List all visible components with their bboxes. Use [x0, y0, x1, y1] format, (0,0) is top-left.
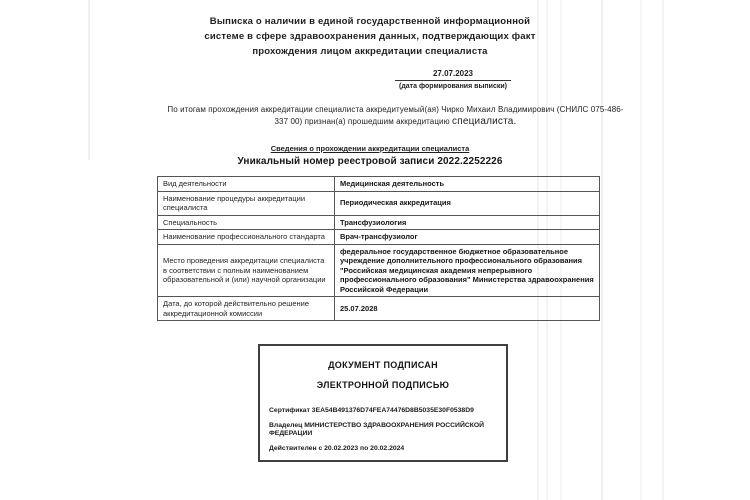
accreditation-table — [157, 176, 600, 321]
owner-value: МИНИСТЕРСТВО ЗДРАВООХРАНЕНИЯ РОССИЙСКОЙ ФЕДЕРАЦИИ — [269, 421, 485, 437]
issue-date-value: 27.07.2023 — [395, 69, 511, 81]
row-value: Медицинская деятельность — [335, 177, 600, 192]
certificate-value: 3EA54B491376D74FEA74476D8B5035E30F0538D9 — [311, 407, 474, 414]
row-label: Место проведения аккредитации специалиста в соответствии с полным наименованием образовательной и (или) научной организации — [158, 244, 335, 297]
scan-artifact-line — [662, 0, 664, 500]
document-title — [155, 14, 585, 59]
row-value: федеральное государственное бюджетное образовательное учреждение дополнительного профессионального образования "Российская медицинская академия непрерывного профессионального образования" Министерства здравоохранения Российской Федерации — [335, 244, 600, 297]
row-value: Врач-трансфузиолог — [335, 230, 600, 245]
table-row — [158, 244, 600, 297]
registry-number-line: Уникальный номер реестровой записи 2022.2252226 — [237, 156, 503, 167]
scan-artifact-line — [601, 0, 603, 500]
intro-paragraph — [133, 104, 658, 128]
electronic-signature-stamp — [258, 344, 508, 462]
intro-line-1: По итогам прохождения аккредитации специалиста аккредитуемый(ая) Чирко Михаил Владимирович (СНИЛС 075-486- — [167, 105, 624, 114]
table-row — [158, 230, 600, 245]
table-row — [158, 297, 600, 321]
intro-line-2-prefix: 337 00) признан(а) прошедшим аккредитацию — [274, 117, 453, 126]
stamp-header-line-1: ДОКУМЕНТ ПОДПИСАН — [328, 360, 438, 370]
row-label: Дата, до которой действительно решение аккредитационной комиссии — [158, 297, 335, 321]
validity-line: Действителен с 20.02.2023 по 20.02.2024 — [269, 444, 405, 452]
row-value: Периодическая аккредитация — [335, 191, 600, 215]
stamp-header — [260, 355, 506, 395]
row-value: Трансфузиология — [335, 215, 600, 230]
stamp-details — [269, 401, 499, 453]
row-label: Вид деятельности — [158, 177, 335, 192]
intro-line-2 — [133, 116, 658, 128]
certificate-label: Сертификат — [269, 407, 310, 414]
issue-date-caption: (дата формирования выписки) — [399, 83, 507, 90]
row-label: Специальность — [158, 215, 335, 230]
table-row — [158, 177, 600, 192]
section-heading: Сведения о прохождении аккредитации специалиста — [270, 144, 470, 153]
table-row — [158, 191, 600, 215]
issue-date-block — [395, 69, 511, 90]
document-title-line-1: Выписка о наличии в единой государственной информационной — [209, 16, 531, 27]
intro-line-2-emphasis: специалиста. — [452, 116, 517, 127]
document-title-line-2: системе в сфере здравоохранения данных, подтверждающих факт — [204, 31, 536, 42]
scan-artifact-line — [88, 0, 90, 160]
document-title-line-3: прохождения лицом аккредитации специалиста — [252, 46, 488, 57]
owner-line — [269, 422, 499, 439]
scan-artifact-line — [640, 0, 642, 500]
row-label: Наименование профессионального стандарта — [158, 230, 335, 245]
owner-label: Владелец — [269, 421, 303, 429]
row-value: 25.07.2028 — [335, 297, 600, 321]
certificate-line — [269, 407, 499, 416]
table-row — [158, 215, 600, 230]
row-label: Наименование процедуры аккредитации специалиста — [158, 191, 335, 215]
stamp-header-line-2: ЭЛЕКТРОННОЙ ПОДПИСЬЮ — [316, 380, 450, 390]
